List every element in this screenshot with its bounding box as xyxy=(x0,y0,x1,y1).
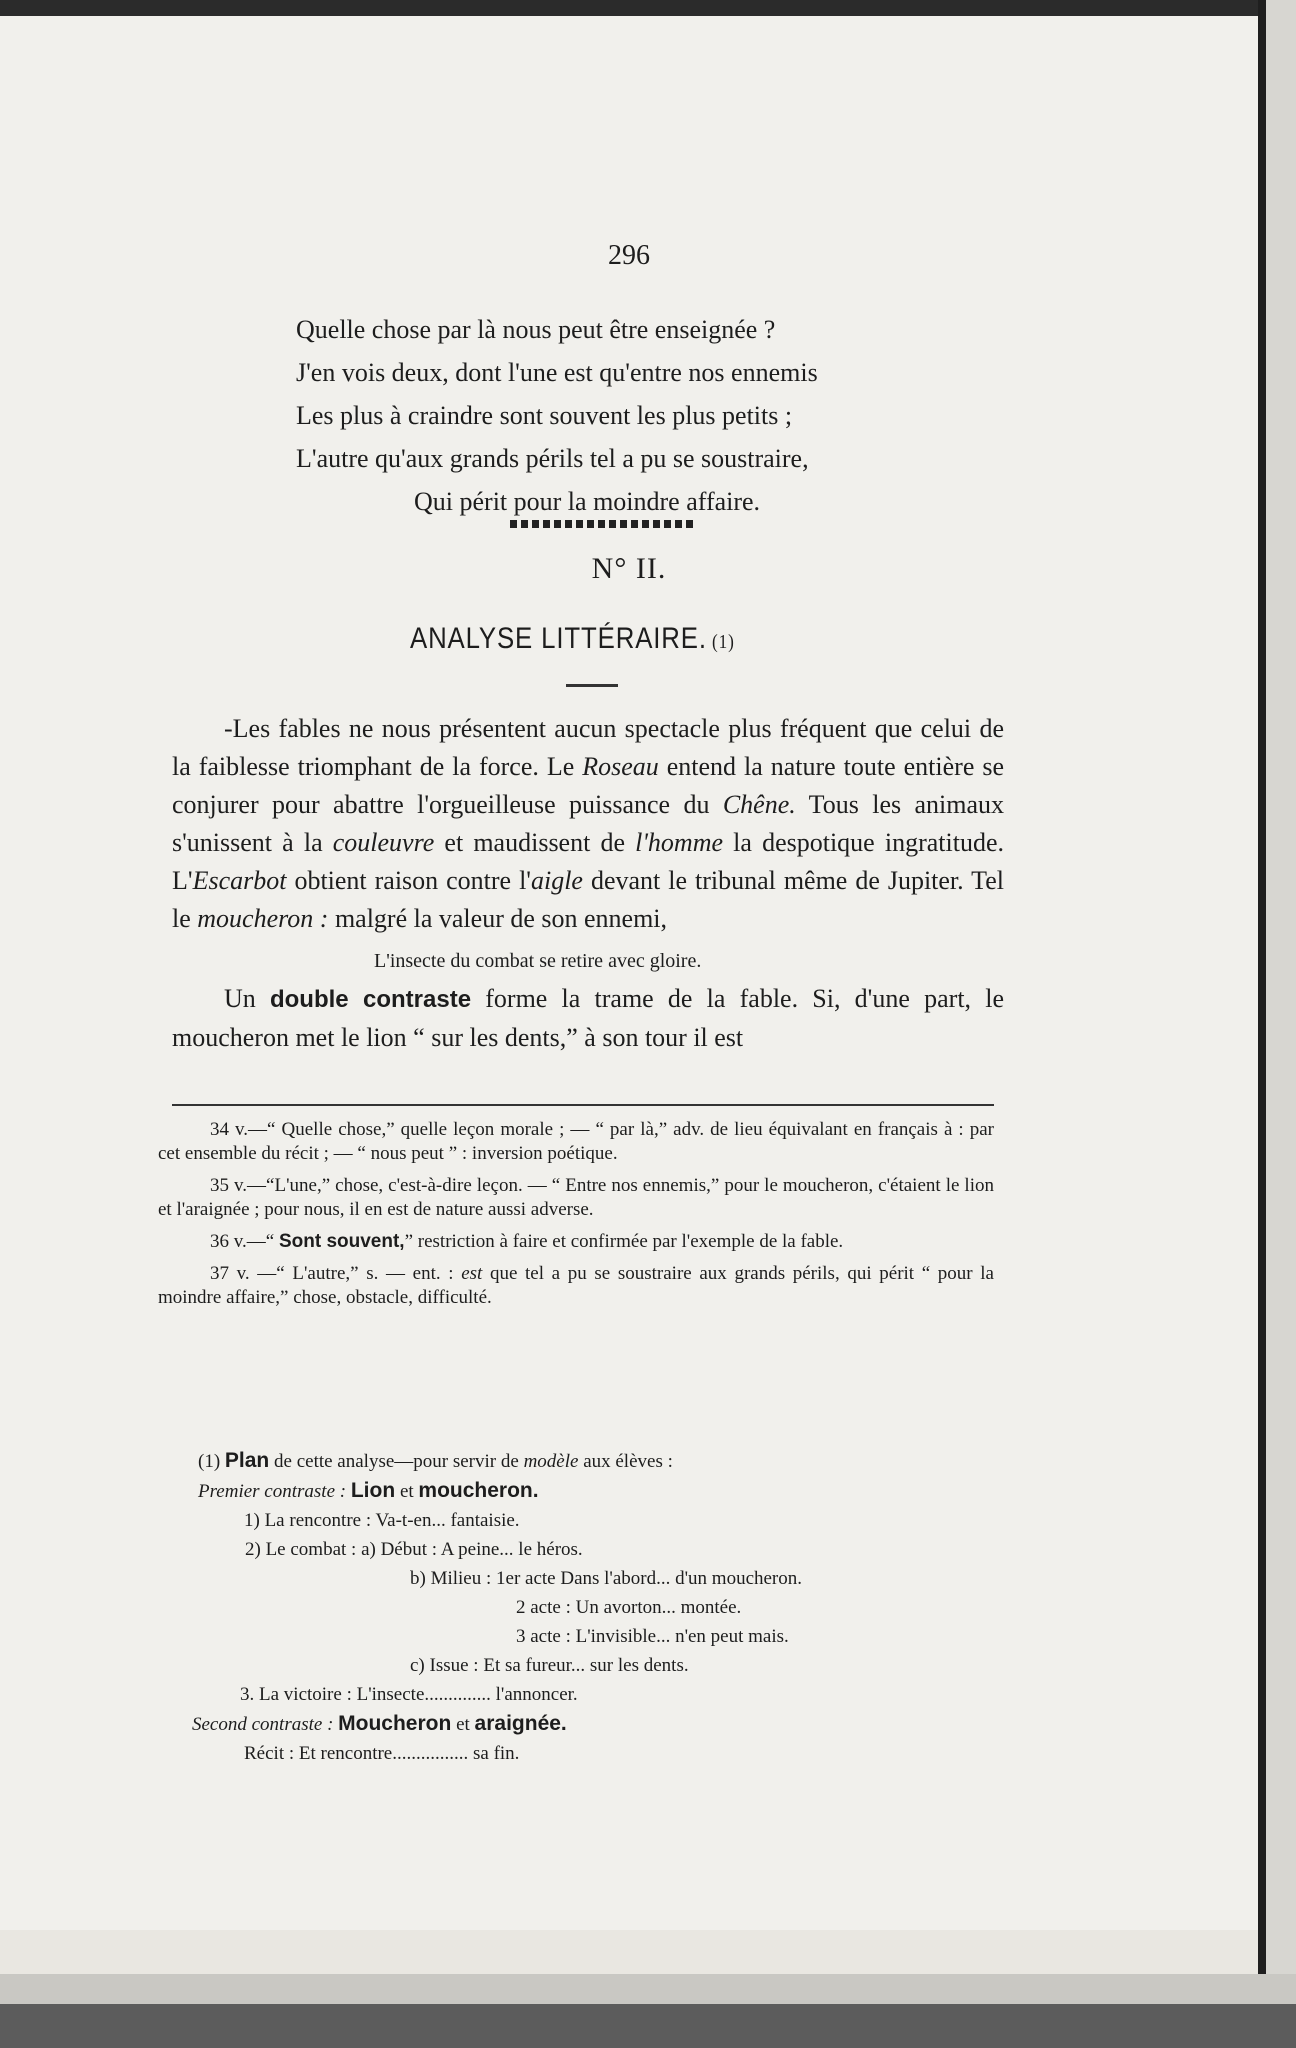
text-run: Tous les animaux s'unissent à la xyxy=(172,790,1005,857)
paragraph-2 xyxy=(172,980,1004,1057)
italic-term: couleuvre xyxy=(332,828,435,857)
italic-term: modèle xyxy=(523,1451,579,1472)
poem-line: Quelle chose par là nous peut être enseignée ? xyxy=(296,315,776,344)
poem-excerpt xyxy=(296,308,996,523)
italic-term: Chêne. xyxy=(722,790,796,819)
plan-row: 3 acte : L'invisible... n'en peut mais. xyxy=(516,1626,789,1647)
page-number: 296 xyxy=(608,240,650,271)
bold-term: Moucheron xyxy=(338,1712,452,1735)
note-text: ” restriction à faire et confirmée par l'exemple de la fable. xyxy=(404,1231,844,1252)
italic-term: Escarbot xyxy=(192,866,287,895)
plan-row: 2) Le combat : a) Début : A peine... le héros. xyxy=(245,1539,583,1560)
plan-row: Récit : Et rencontre................ sa fin. xyxy=(244,1743,520,1764)
italic-term: Roseau xyxy=(582,752,659,781)
plan-second-contrast xyxy=(192,1709,1018,1739)
text-run: et xyxy=(395,1481,419,1502)
scan-binding-line xyxy=(1258,0,1266,2048)
bold-term: moucheron. xyxy=(418,1479,539,1502)
analysis-body xyxy=(172,710,1004,1057)
text-run: -Les fables ne nous présentent aucun spectacle plus fréquent que celui de la faiblesse triomphant de la force. Le xyxy=(172,714,1004,781)
text-run: aux élèves : xyxy=(578,1451,673,1472)
verse-note xyxy=(158,1262,994,1310)
verse-note xyxy=(158,1230,994,1254)
scan-top-edge xyxy=(0,0,1296,16)
verse-note xyxy=(158,1118,994,1166)
note-text: 35 v.—“L'une,” chose, c'est-à-dire leçon. — “ Entre nos ennemis,” pour le moucheron, c'étaient le lion et l'araignée ; pour nous, il en est de nature aussi adverse. xyxy=(158,1175,994,1220)
text-run: entend la nature toute entière se conjurer pour abattre l'orgueilleuse puissance du xyxy=(172,752,1004,819)
italic-term: moucheron : xyxy=(197,904,329,933)
plan-row: b) Milieu : 1er acte Dans l'abord... d'un moucheron. xyxy=(410,1568,803,1589)
note-text: 37 v. —“ L'autre,” s. — ent. : xyxy=(210,1263,462,1284)
text-run: devant le tribunal même de Jupiter. Tel le xyxy=(172,866,1004,933)
note-text: 36 v.—“ xyxy=(210,1231,279,1252)
italic-term: l'homme xyxy=(635,828,724,857)
verse-note xyxy=(158,1174,994,1222)
section-number: N° II. xyxy=(591,552,667,585)
text-run: et xyxy=(451,1714,475,1735)
footnote-ref: (1) xyxy=(712,631,735,653)
poem-line: L'autre qu'aux grands périls tel a pu se soustraire, xyxy=(296,444,809,473)
note-bold: Sont souvent, xyxy=(278,1231,405,1252)
plan-row: c) Issue : Et sa fureur... sur les dents. xyxy=(410,1655,689,1676)
poem-line: J'en vois deux, dont l'une est qu'entre nos ennemis xyxy=(296,358,818,387)
poem-line: Les plus à craindre sont souvent les plus petits ; xyxy=(296,401,793,430)
scan-right-margin xyxy=(1266,0,1296,2048)
text-run: et maudissent de xyxy=(434,828,636,857)
plan-row: 1) La rencontre : Va-t-en... fantaisie. xyxy=(244,1510,520,1531)
scan-bottom-edge xyxy=(0,2004,1296,2048)
bold-term: araignée. xyxy=(474,1712,567,1735)
scan-bottom-band xyxy=(0,1974,1296,2004)
section-title-text: ANALYSE LITTÉRAIRE. xyxy=(410,622,707,655)
ornament-divider xyxy=(510,520,696,528)
text-run: la despotique ingratitude. L' xyxy=(172,828,1004,895)
contrast-label: Premier contraste : xyxy=(198,1481,347,1502)
quoted-verse: L'insecte du combat se retire avec gloire. xyxy=(374,950,702,972)
text-run: Un xyxy=(224,984,270,1013)
short-divider xyxy=(566,684,618,687)
section-title xyxy=(410,622,735,656)
bold-term: double contraste xyxy=(269,986,472,1013)
plan-label: Plan xyxy=(224,1449,270,1472)
italic-term: aigle xyxy=(530,866,583,895)
plan-intro xyxy=(198,1446,1018,1476)
text-run: forme la trame de la fable. Si, d'une part, le moucheron met le lion “ sur les dents,” à son tour il est xyxy=(172,984,1005,1052)
text-run: malgré la valeur de son ennemi, xyxy=(328,904,668,933)
footnote-number: (1) xyxy=(198,1451,225,1472)
analysis-plan xyxy=(192,1446,1018,1768)
plan-row: 2 acte : Un avorton... montée. xyxy=(516,1597,742,1618)
contrast-label: Second contraste : xyxy=(192,1714,334,1735)
plan-row: 3. La victoire : L'insecte.............. l'annoncer. xyxy=(240,1684,578,1705)
bold-term: Lion xyxy=(350,1479,396,1502)
poem-line: Qui périt pour la moindre affaire. xyxy=(414,487,761,516)
verse-notes xyxy=(158,1118,994,1318)
paragraph-1 xyxy=(172,710,1004,938)
plan-first-contrast xyxy=(198,1476,1018,1506)
note-text: 34 v.—“ Quelle chose,” quelle leçon morale ; — “ par là,” adv. de lieu équivalant en français à : par cet ensemble du récit ; — “ nous peut ” : inversion poétique. xyxy=(158,1119,994,1164)
text-run: de cette analyse—pour servir de xyxy=(269,1451,524,1472)
text-run: obtient raison contre l' xyxy=(286,866,531,895)
footnote-separator xyxy=(172,1104,994,1106)
note-text: que tel a pu se soustraire aux grands périls, qui périt “ pour la moindre affaire,” chose, obstacle, difficulté. xyxy=(158,1263,994,1308)
note-italic: est xyxy=(461,1263,483,1284)
